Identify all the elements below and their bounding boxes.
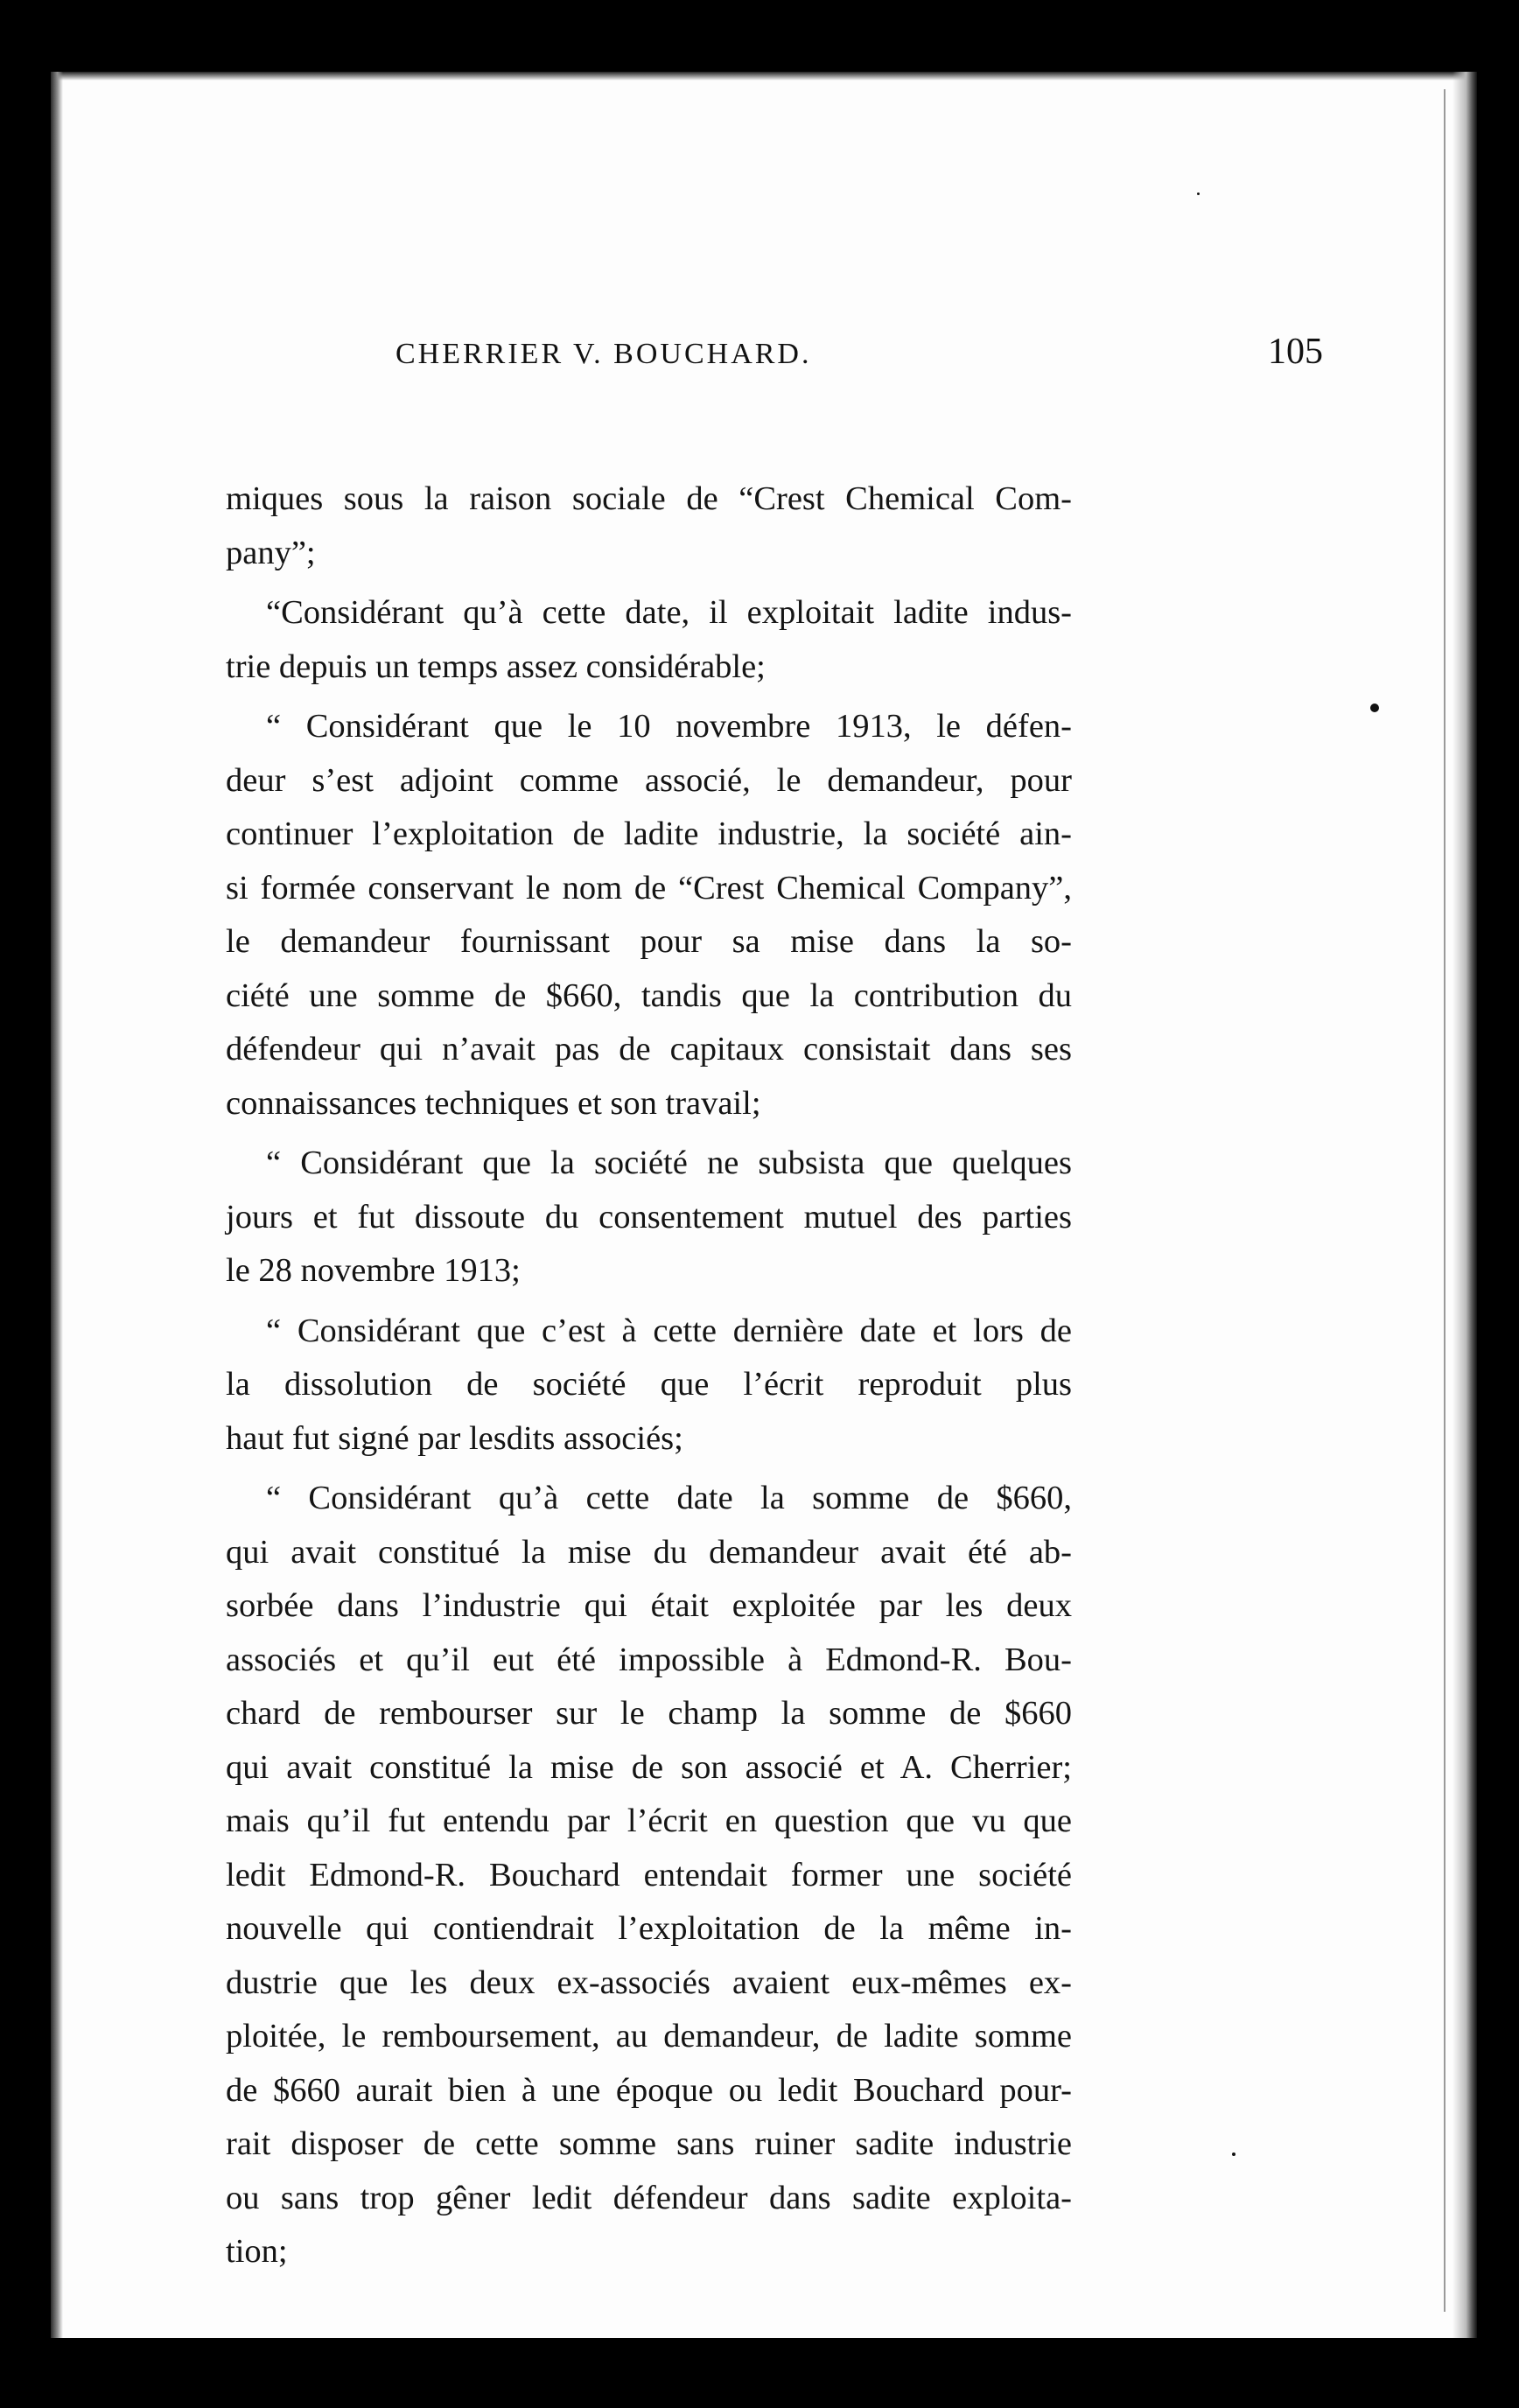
page-number: 105 [1268, 332, 1323, 372]
text-line: tion; [226, 2233, 288, 2270]
text-line: “Considérant qu’à cette date, il exploitait ladite indus- [266, 594, 1072, 631]
text-line: le 28 novembre 1913; [226, 1252, 521, 1289]
text-line: défendeur qui n’avait pas de capitaux consistait dans ses [226, 1031, 1072, 1068]
text-line: qui avait constitué la mise de son associé et A. Cherrier; [226, 1748, 1072, 1786]
paragraph [226, 472, 1072, 580]
paper-speck [1232, 2152, 1236, 2156]
text-line: connaissances techniques et son travail; [226, 1084, 761, 1122]
paragraph-gap [226, 580, 1072, 586]
text-line: la dissolution de société que l’écrit reproduit plus [226, 1366, 1072, 1403]
text-line: chard de rembourser sur le champ la somme de $660 [226, 1695, 1072, 1732]
paper-speck [1370, 704, 1379, 712]
running-head [396, 331, 1323, 383]
page-right-edge [1452, 72, 1477, 2338]
paragraph [226, 1305, 1072, 1466]
text-line: ploitée, le remboursement, au demandeur, de ladite somme [226, 2018, 1072, 2054]
text-line: continuer l’exploitation de ladite industrie, la société ain- [226, 816, 1072, 852]
text-line: trie depuis un temps assez considérable; [226, 648, 766, 685]
text-line: “ Considérant qu’à cette date la somme de $660, [266, 1480, 1072, 1516]
paragraph-gap [226, 1130, 1072, 1137]
page-edge-line [1444, 89, 1446, 2312]
text-line: haut fut signé par lesdits associés; [226, 1419, 683, 1457]
text-line: de $660 aurait bien à une époque ou ledit Bouchard pour- [226, 2071, 1072, 2109]
text-line: mais qu’il fut entendu par l’écrit en question que vu que [226, 1802, 1072, 1839]
binding-shadow [51, 72, 63, 2338]
text-line: “ Considérant que la société ne subsista que quelques [266, 1144, 1072, 1181]
text-line: “ Considérant que c’est à cette dernière date et lors de [266, 1312, 1072, 1349]
paragraph-gap [226, 1466, 1072, 1472]
text-line: rait disposer de cette somme sans ruiner sadite industrie [226, 2125, 1072, 2162]
text-line: miques sous la raison sociale de “Crest Chemical Com- [226, 480, 1072, 517]
paragraph [226, 586, 1072, 694]
paragraph-gap [226, 1298, 1072, 1305]
paragraph [226, 700, 1072, 1130]
text-line: ledit Edmond-R. Bouchard entendait former une société [226, 1856, 1072, 1894]
text-line: si formée conservant le nom de “Crest Chemical Company”, [226, 869, 1072, 906]
text-line: le demandeur fournissant pour sa mise dans la so- [226, 923, 1072, 960]
text-line: ciété une somme de $660, tandis que la contribution du [226, 976, 1072, 1014]
paragraph-gap [226, 694, 1072, 700]
text-line: nouvelle qui contiendrait l’exploitation de la même in- [226, 1910, 1072, 1947]
paragraph [226, 1472, 1072, 2279]
text-line: qui avait constitué la mise du demandeur avait été ab- [226, 1533, 1072, 1571]
text-line: “ Considérant que le 10 novembre 1913, le défen- [266, 708, 1072, 745]
body-text [226, 472, 1072, 2279]
text-line: sorbée dans l’industrie qui était exploitée par les deux [226, 1587, 1072, 1624]
text-line: pany”; [226, 534, 316, 571]
text-line: jours et fut dissoute du consentement mutuel des parties [226, 1198, 1072, 1236]
running-title: CHERRIER V. BOUCHARD. [396, 338, 812, 370]
paper-speck [1197, 192, 1200, 195]
text-line: deur s’est adjoint comme associé, le demandeur, pour [226, 761, 1072, 799]
paragraph [226, 1137, 1072, 1298]
text-line: dustrie que les deux ex-associés avaient eux-mêmes ex- [226, 1964, 1072, 2001]
text-line: ou sans trop gêner ledit défendeur dans sadite exploita- [226, 2179, 1072, 2216]
text-line: associés et qu’il eut été impossible à Edmond-R. Bou- [226, 1641, 1072, 1678]
page-top-edge [51, 72, 1477, 80]
